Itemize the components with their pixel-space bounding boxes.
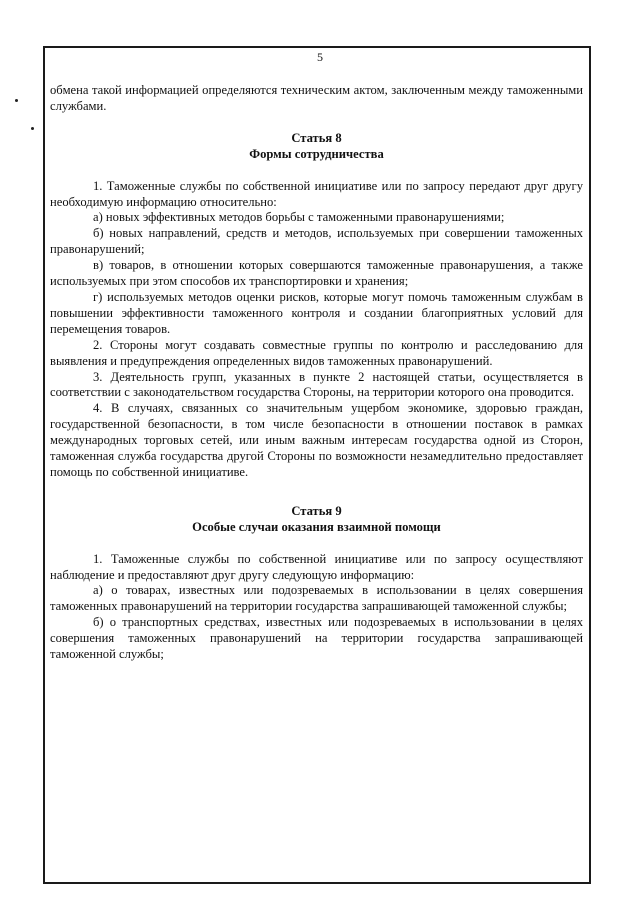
article-8 [50,131,583,481]
article-9-item-b: б) о транспортных средствах, известных или подозреваемых в использовании в целях совершения таможенных правонарушений на территории государства запрашивающей таможенной службы; [50,615,583,662]
article-8-body [50,179,583,481]
article-9-item-a: а) о товарах, известных или подозреваемых в использовании в целях совершения таможенных правонарушений на территории государства запрашивающей таможенной службы; [50,583,583,614]
article-8-item-b: б) новых направлений, средств и методов, используемых при совершении таможенных правонарушений; [50,226,583,257]
article-8-paragraph-3: 3. Деятельность групп, указанных в пункте 2 настоящей статьи, осуществляется в соответствии с законодательством государства Стороны, на территории которого она проводится. [50,369,583,400]
page-number: 5 [317,50,323,64]
article-9-number: Статья 9 [291,503,342,518]
article-8-paragraph-2: 2. Стороны могут создавать совместные группы по контролю и расследованию для выявления и предупреждения определенных видов таможенных правонарушений. [50,337,583,368]
article-8-item-d: г) используемых методов оценки рисков, которые могут помочь таможенным службам в повышении эффективности таможенного контроля и создании благоприятных условий для перемещения товаров. [50,289,583,336]
article-9-paragraph-1: 1. Таможенные службы по собственной инициативе или по запросу осуществляют наблюдение и предоставляют друг другу следующую информацию: [50,551,583,582]
article-9 [50,504,583,663]
margin-dot-2 [31,127,34,130]
article-8-paragraph-4: 4. В случаях, связанных со значительным ущербом экономике, здоровью граждан, государственной безопасности, в том числе безопасности в отношении поставок в рамках международных торговых сетей, или иным важным интересам государства одной из Сторон, таможенная служба государства другой Стороны по возможности незамедлительно предоставляет помощь по собственной инициативе. [50,401,583,479]
article-8-item-c: в) товаров, в отношении которых совершаются таможенные правонарушения, а также используемых при этом способов их транспортировки и хранения; [50,258,583,289]
margin-dot-1 [15,99,18,102]
article-8-number: Статья 8 [291,130,342,145]
article-8-title: Формы сотрудничества [249,146,384,161]
article-8-item-a: а) новых эффективных методов борьбы с таможенными правонарушениями; [93,210,505,225]
article-9-body [50,552,583,663]
article-8-paragraph-1: 1. Таможенные службы по собственной инициативе или по запросу передают друг другу необходимую информацию относительно: [50,178,583,209]
article-9-title: Особые случаи оказания взаимной помощи [192,519,441,534]
document-body [50,83,583,663]
intro-paragraph: обмена такой информацией определяются техническим актом, заключенным между таможенными службами. [50,83,583,113]
